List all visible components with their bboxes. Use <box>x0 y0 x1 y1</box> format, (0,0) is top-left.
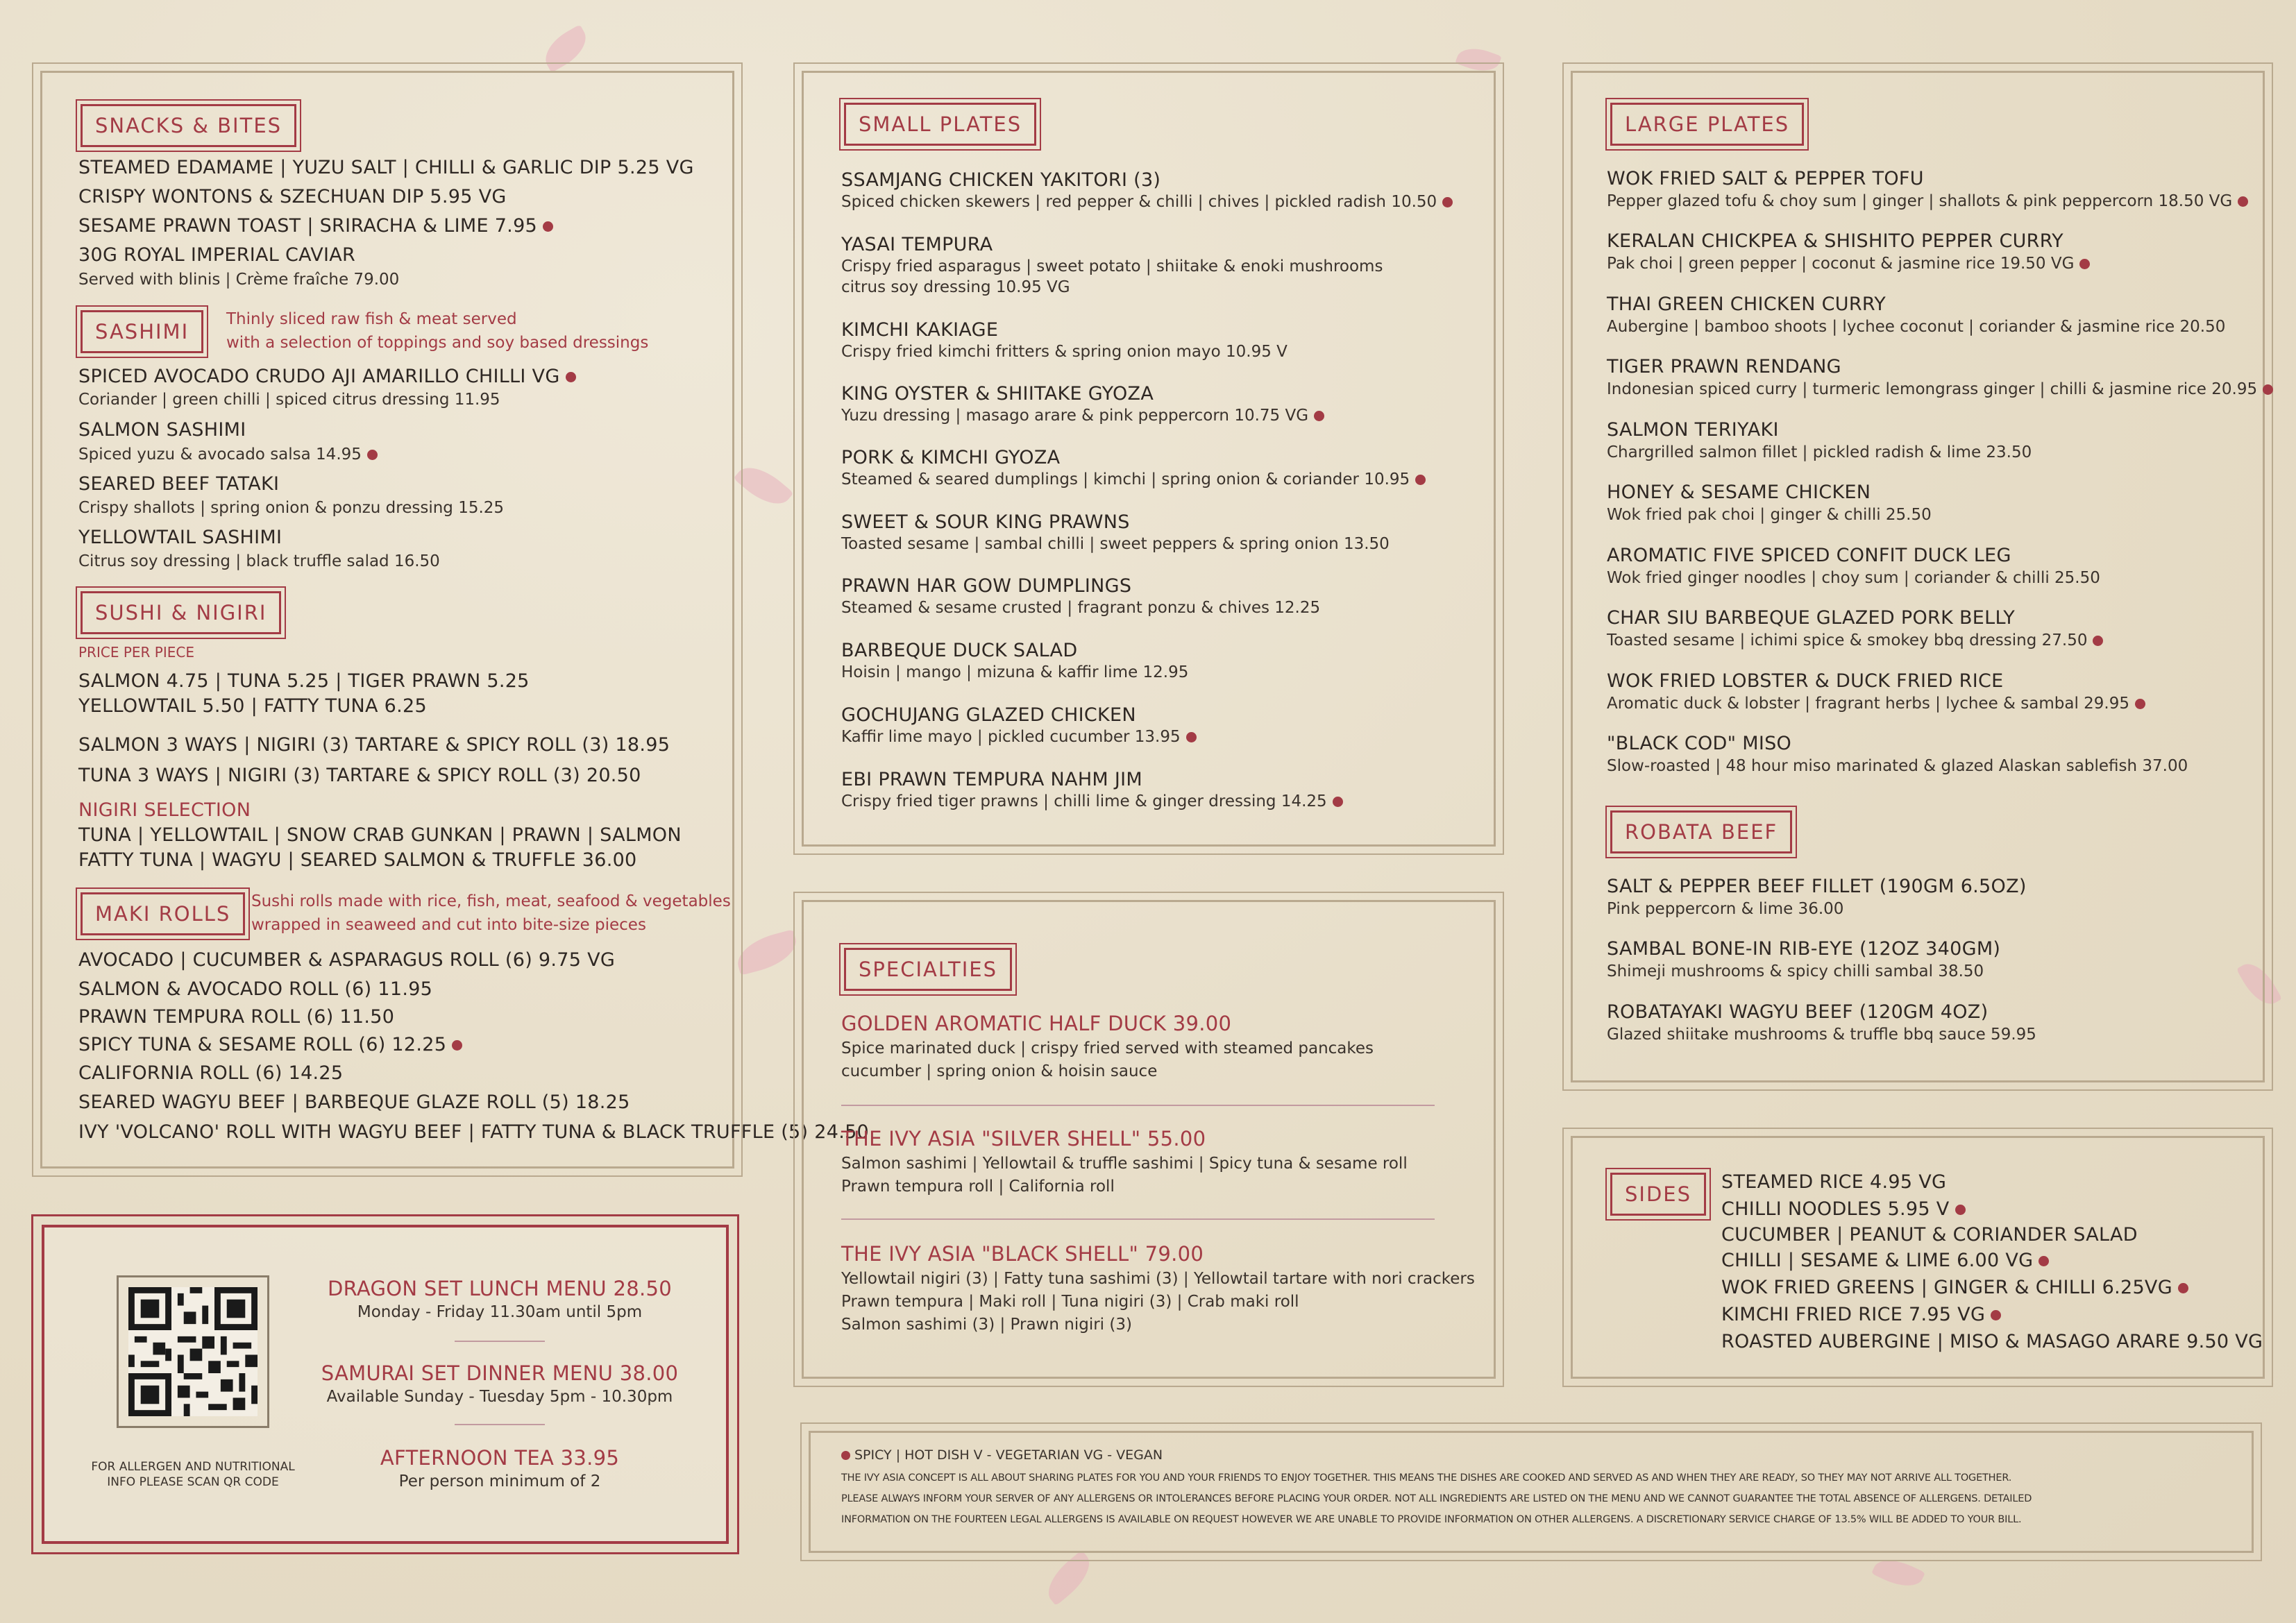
menu-item-description <box>841 792 1343 810</box>
menu-item: THAI GREEN CHICKEN CURRY <box>1607 294 1886 315</box>
maki-header: MAKI ROLLS <box>81 892 245 935</box>
menu-item: SEARED WAGYU BEEF | BARBEQUE GLAZE ROLL (5) 18.25 <box>78 1091 630 1113</box>
spicy-dot-icon <box>2263 384 2273 395</box>
robata-beef-header: ROBATA BEEF <box>1610 810 1792 853</box>
menu-item-description: Yellowtail nigiri (3) | Fatty tuna sashimi (3) | Yellowtail tartare with nori crackers <box>841 1270 1475 1288</box>
menu-item: ROBATAYAKI WAGYU BEEF (120GM 4OZ) <box>1607 1001 1989 1023</box>
divider <box>841 1105 1435 1106</box>
menu-item-text: Pepper glazed tofu & choy sum | ginger | shallots & pink peppercorn 18.50 VG <box>1607 192 2233 210</box>
menu-item-description: Citrus soy dressing | black truffle salad 16.50 <box>78 552 440 570</box>
spicy-dot-icon <box>1186 732 1197 742</box>
menu-item: BARBEQUE DUCK SALAD <box>841 640 1078 661</box>
menu-item-description: Glazed shiitake mushrooms & truffle bbq sauce 59.95 <box>1607 1026 2036 1044</box>
menu-item: CALIFORNIA ROLL (6) 14.25 <box>78 1062 344 1084</box>
menu-item-description: Slow-roasted | 48 hour miso marinated & glazed Alaskan sablefish 37.00 <box>1607 757 2188 775</box>
spicy-dot-icon <box>1314 411 1324 421</box>
menu-item: YASAI TEMPURA <box>841 234 993 255</box>
divider <box>455 1341 545 1342</box>
footer-notice: PLEASE ALWAYS INFORM YOUR SERVER OF ANY ALLERGENS OR INTOLERANCES BEFORE PLACING YOUR ORDER. NOT ALL INGREDIENTS ARE LISTED ON THE MENU AND WE CANNOT GUARANTEE THE TOTAL ABSENCE OF ALLERGENS. DETAILED <box>841 1493 2032 1504</box>
specialty-title: THE IVY ASIA "SILVER SHELL" 55.00 <box>841 1127 1206 1150</box>
footer-notice: THE IVY ASIA CONCEPT IS ALL ABOUT SHARING PLATES FOR YOU AND YOUR FRIENDS TO ENJOY TOGETHER. THIS MEANS THE DISHES ARE COOKED AND SERVED AS AND WHEN THEY ARE READY, SO THEY MAY NOT ARRIVE ALL TOGETHER. <box>841 1472 2012 1484</box>
menu-item: YELLOWTAIL SASHIMI <box>78 527 282 548</box>
spicy-dot-icon <box>1415 475 1426 485</box>
menu-item: STEAMED EDAMAME | YUZU SALT | CHILLI & GARLIC DIP 5.25 VG <box>78 157 694 178</box>
menu-item-description <box>1607 255 2090 273</box>
spicy-dot-icon <box>543 221 553 232</box>
menu-item-description: Aubergine | bamboo shoots | lychee coconut | coriander & jasmine rice 20.50 <box>1607 318 2226 336</box>
menu-item <box>1721 1250 2049 1271</box>
menu-item <box>1721 1277 2188 1298</box>
set-menu-title: AFTERNOON TEA 33.95 <box>380 1446 620 1470</box>
menu-item-name: KIMCHI FRIED RICE 7.95 VG <box>1721 1304 1986 1325</box>
price-note: PRICE PER PIECE <box>78 644 194 661</box>
set-menu-description: Monday - Friday 11.30am until 5pm <box>357 1303 643 1321</box>
small-plates-header: SMALL PLATES <box>844 103 1036 146</box>
menu-item: CHAR SIU BARBEQUE GLAZED PORK BELLY <box>1607 607 2016 629</box>
menu-item: WOK FRIED LOBSTER & DUCK FRIED RICE <box>1607 670 2004 692</box>
menu-item: CRISPY WONTONS & SZECHUAN DIP 5.95 VG <box>78 186 507 207</box>
menu-item-description: Crispy fried asparagus | sweet potato | shiitake & enoki mushrooms <box>841 257 1383 275</box>
spicy-dot-icon <box>2093 636 2103 646</box>
menu-item: SEARED BEEF TATAKI <box>78 473 280 495</box>
menu-item <box>78 1034 462 1055</box>
spicy-dot-icon <box>2135 699 2145 709</box>
menu-item: SALMON & AVOCADO ROLL (6) 11.95 <box>78 978 433 1000</box>
sides-header: SIDES <box>1610 1173 1706 1216</box>
menu-item <box>1721 1198 1966 1220</box>
menu-item: STEAMED RICE 4.95 VG <box>1721 1171 1947 1193</box>
spicy-dot-icon <box>1955 1205 1966 1215</box>
menu-item-description <box>841 728 1197 746</box>
divider <box>841 1218 1435 1220</box>
menu-item: "BLACK COD" MISO <box>1607 733 1792 754</box>
menu-item: EBI PRAWN TEMPURA NAHM JIM <box>841 769 1143 790</box>
menu-item-description: Salmon sashimi | Yellowtail & truffle sashimi | Spicy tuna & sesame roll <box>841 1155 1408 1173</box>
menu-item <box>1721 1304 2001 1325</box>
legend-text: SPICY | HOT DISH V - VEGETARIAN VG - VEGAN <box>854 1447 1163 1463</box>
menu-item: PRAWN HAR GOW DUMPLINGS <box>841 575 1132 597</box>
section-note: with a selection of toppings and soy based dressings <box>226 334 649 352</box>
menu-item-description <box>1607 380 2273 398</box>
specialties-header: SPECIALTIES <box>844 948 1012 991</box>
set-menu-description: Available Sunday - Tuesday 5pm - 10.30pm <box>326 1388 673 1406</box>
sushi-header: SUSHI & NIGIRI <box>81 591 281 634</box>
menu-item-description: Toasted sesame | sambal chilli | sweet peppers & spring onion 13.50 <box>841 535 1390 553</box>
footer-notice: INFORMATION ON THE FOURTEEN LEGAL ALLERGENS IS AVAILABLE ON REQUEST HOWEVER WE ARE UNABLE TO PROVIDE INFORMATION ON OTHER ALLERGENS. A DISCRETIONARY SERVICE CHARGE OF 13.5% WILL BE ADDED TO YOUR BILL. <box>841 1514 2022 1525</box>
menu-item-text: Aromatic duck & lobster | fragrant herbs | lychee & sambal 29.95 <box>1607 695 2130 713</box>
menu-item: SALMON SASHIMI <box>78 419 246 441</box>
menu-item-text: Spiced yuzu & avocado salsa 14.95 <box>78 445 362 464</box>
menu-item: SWEET & SOUR KING PRAWNS <box>841 511 1130 533</box>
set-menu-title: DRAGON SET LUNCH MENU 28.50 <box>327 1277 673 1300</box>
menu-item: SAMBAL BONE-IN RIB-EYE (12OZ 340GM) <box>1607 938 2001 960</box>
menu-item-description: Chargrilled salmon fillet | pickled radish & lime 23.50 <box>1607 443 2032 461</box>
spicy-dot-icon <box>2238 196 2248 207</box>
menu-item-description: Wok fried pak choi | ginger & chilli 25.50 <box>1607 506 1932 524</box>
menu-item: PRAWN TEMPURA ROLL (6) 11.50 <box>78 1006 395 1028</box>
menu-item-description: Crispy shallots | spring onion & ponzu dressing 15.25 <box>78 499 505 517</box>
section-note: Sushi rolls made with rice, fish, meat, seafood & vegetables <box>251 892 731 910</box>
spicy-dot-icon <box>2038 1256 2049 1266</box>
nigiri-selection-label: NIGIRI SELECTION <box>78 799 251 821</box>
menu-item-text: Kaffir lime mayo | pickled cucumber 13.95 <box>841 728 1181 746</box>
sashimi-header: SASHIMI <box>81 310 203 353</box>
menu-item-description <box>841 470 1426 488</box>
menu-item: SALMON 4.75 | TUNA 5.25 | TIGER PRAWN 5.25 <box>78 670 530 692</box>
dietary-legend <box>841 1447 1163 1463</box>
menu-item-description <box>1607 192 2248 210</box>
menu-item-description: Wok fried ginger noodles | choy sum | coriander & chilli 25.50 <box>1607 569 2100 587</box>
large-plates-header: LARGE PLATES <box>1610 103 1804 146</box>
specialty-title: THE IVY ASIA "BLACK SHELL" 79.00 <box>841 1242 1204 1266</box>
petal-decoration <box>733 929 802 976</box>
petal-decoration <box>1871 1552 1925 1594</box>
menu-item-description: Served with blinis | Crème fraîche 79.00 <box>78 271 400 289</box>
menu-item-description <box>841 193 1453 211</box>
menu-item-description <box>841 407 1324 425</box>
menu-item-description: Steamed & sesame crusted | fragrant ponzu & chives 12.25 <box>841 599 1321 617</box>
menu-item-description: Prawn tempura roll | California roll <box>841 1178 1115 1196</box>
qr-code[interactable] <box>117 1275 269 1428</box>
section-note: wrapped in seaweed and cut into bite-size pieces <box>251 916 646 934</box>
menu-item: IVY 'VOLCANO' ROLL WITH WAGYU BEEF | FATTY TUNA & BLACK TRUFFLE (5) 24.50 <box>78 1121 870 1143</box>
menu-item: SALMON 3 WAYS | NIGIRI (3) TARTARE & SPICY ROLL (3) 18.95 <box>78 734 670 756</box>
menu-item-text: Steamed & seared dumplings | kimchi | spring onion & coriander 10.95 <box>841 470 1410 488</box>
menu-item: WOK FRIED SALT & PEPPER TOFU <box>1607 168 1924 189</box>
menu-item-text: Yuzu dressing | masago arare & pink peppercorn 10.75 VG <box>841 407 1309 425</box>
menu-item-text: Spiced chicken skewers | red pepper & chilli | chives | pickled radish 10.50 <box>841 193 1437 211</box>
menu-item-text: Indonesian spiced curry | turmeric lemongrass ginger | chilli & jasmine rice 20.95 <box>1607 380 2258 398</box>
menu-item: 30G ROYAL IMPERIAL CAVIAR <box>78 244 356 266</box>
petal-decoration <box>734 457 794 514</box>
menu-item-name: WOK FRIED GREENS | GINGER & CHILLI 6.25VG <box>1721 1277 2172 1298</box>
spicy-dot-icon <box>2079 259 2090 269</box>
menu-item-description <box>78 445 378 464</box>
spicy-dot-icon <box>1442 197 1453 207</box>
menu-item-name: CHILLI NOODLES 5.95 V <box>1721 1198 1950 1220</box>
spicy-dot-icon <box>367 450 378 460</box>
qr-caption: INFO PLEASE SCAN QR CODE <box>107 1475 279 1489</box>
spicy-dot-icon <box>841 1451 850 1460</box>
menu-item: AVOCADO | CUCUMBER & ASPARAGUS ROLL (6) 9.75 VG <box>78 949 616 971</box>
menu-item-name: SESAME PRAWN TOAST | SRIRACHA & LIME 7.95 <box>78 215 538 237</box>
menu-item <box>78 366 576 387</box>
menu-item: SALT & PEPPER BEEF FILLET (190GM 6.5OZ) <box>1607 876 2027 897</box>
menu-item: TIGER PRAWN RENDANG <box>1607 356 1841 377</box>
menu-item-text: Pak choi | green pepper | coconut & jasmine rice 19.50 VG <box>1607 255 2075 273</box>
menu-item-description: Shimeji mushrooms & spicy chilli sambal 38.50 <box>1607 962 1984 980</box>
menu-item: YELLOWTAIL 5.50 | FATTY TUNA 6.25 <box>78 695 427 717</box>
qr-caption: FOR ALLERGEN AND NUTRITIONAL <box>91 1460 295 1474</box>
menu-item: FATTY TUNA | WAGYU | SEARED SALMON & TRUFFLE 36.00 <box>78 849 637 871</box>
qr-code-icon <box>128 1287 258 1416</box>
menu-item-description: Pink peppercorn & lime 36.00 <box>1607 900 1844 918</box>
menu-item: SALMON TERIYAKI <box>1607 419 1779 441</box>
menu-item-description: cucumber | spring onion & hoisin sauce <box>841 1062 1158 1080</box>
spicy-dot-icon <box>566 372 576 382</box>
spicy-dot-icon <box>1333 797 1343 807</box>
menu-item: GOCHUJANG GLAZED CHICKEN <box>841 704 1136 726</box>
menu-item: CUCUMBER | PEANUT & CORIANDER SALAD <box>1721 1224 2138 1246</box>
menu-item-text: Toasted sesame | ichimi spice & smokey bbq dressing 27.50 <box>1607 631 2088 649</box>
menu-item: KING OYSTER & SHIITAKE GYOZA <box>841 383 1154 405</box>
menu-item-description: Hoisin | mango | mizuna & kaffir lime 12.95 <box>841 663 1189 681</box>
spicy-dot-icon <box>452 1040 462 1051</box>
menu-item: HONEY & SESAME CHICKEN <box>1607 482 1871 503</box>
menu-item-description: Crispy fried kimchi fritters & spring onion mayo 10.95 V <box>841 343 1288 361</box>
section-note: Thinly sliced raw fish & meat served <box>226 310 517 328</box>
menu-item: TUNA 3 WAYS | NIGIRI (3) TARTARE & SPICY ROLL (3) 20.50 <box>78 765 641 786</box>
spicy-dot-icon <box>2178 1283 2188 1293</box>
petal-decoration <box>538 24 594 73</box>
menu-item-name: CHILLI | SESAME & LIME 6.00 VG <box>1721 1250 2034 1271</box>
menu-item-description <box>1607 631 2103 649</box>
petal-decoration <box>1039 1550 1099 1606</box>
menu-item: KIMCHI KAKIAGE <box>841 319 999 341</box>
specialty-title: GOLDEN AROMATIC HALF DUCK 39.00 <box>841 1012 1232 1035</box>
set-menu-description: Per person minimum of 2 <box>398 1472 601 1490</box>
divider <box>455 1424 545 1425</box>
menu-item: ROASTED AUBERGINE | MISO & MASAGO ARARE 9.50 VG <box>1721 1331 2263 1352</box>
menu-item-text: Crispy fried tiger prawns | chilli lime & ginger dressing 14.25 <box>841 792 1327 810</box>
menu-item: AROMATIC FIVE SPICED CONFIT DUCK LEG <box>1607 545 2011 566</box>
menu-item-name: SPICY TUNA & SESAME ROLL (6) 12.25 <box>78 1034 447 1055</box>
menu-item-description: Coriander | green chilli | spiced citrus dressing 11.95 <box>78 391 500 409</box>
menu-item <box>78 215 553 237</box>
snacks-header: SNACKS & BITES <box>81 104 296 147</box>
menu-item-description: Salmon sashimi (3) | Prawn nigiri (3) <box>841 1316 1132 1334</box>
spicy-dot-icon <box>1991 1310 2001 1320</box>
menu-item-description: Spice marinated duck | crispy fried served with steamed pancakes <box>841 1039 1374 1057</box>
menu-item: KERALAN CHICKPEA & SHISHITO PEPPER CURRY <box>1607 230 2063 252</box>
menu-item: TUNA | YELLOWTAIL | SNOW CRAB GUNKAN | PRAWN | SALMON <box>78 824 682 846</box>
menu-item-name: SPICED AVOCADO CRUDO AJI AMARILLO CHILLI VG <box>78 366 560 387</box>
menu-item: SSAMJANG CHICKEN YAKITORI (3) <box>841 169 1161 191</box>
menu-item-description: Prawn tempura | Maki roll | Tuna nigiri (3) | Crab maki roll <box>841 1293 1299 1311</box>
set-menu-title: SAMURAI SET DINNER MENU 38.00 <box>321 1361 679 1385</box>
menu-item-description <box>1607 695 2145 713</box>
menu-item: PORK & KIMCHI GYOZA <box>841 447 1061 468</box>
menu-item-description: citrus soy dressing 10.95 VG <box>841 278 1070 296</box>
